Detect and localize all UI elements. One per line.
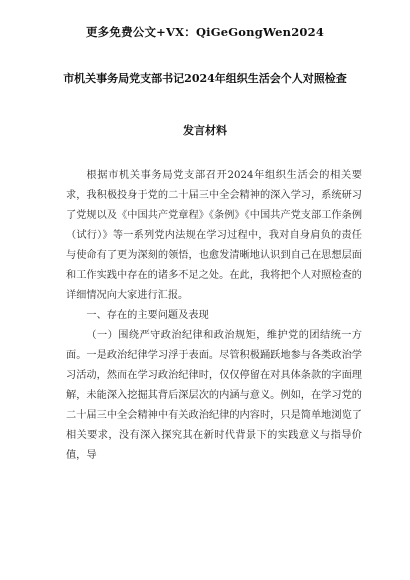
document-subtitle: 发言材料 — [183, 124, 227, 137]
document-title: 市机关事务局党支部书记2024年组织生活会个人对照检查 — [63, 72, 347, 85]
intro-paragraph: 根据市机关事务局党支部召开2024年组织生活会的相关要求，我积极投身于党的二十届三中全会精神的深入学习，系统研习了党规以及《中国共产党章程》《条例》《中国共产党支部工作条例（试行）》等一系列党内法规在学习过程中，我对自身肩负的责任与使命有了更为深刻的领悟，也愈发清晰地认识到自己在思想层面和工作实践中存在的诸多不足之处。在此，我将把个人对照检查的详细情况向大家进行汇报。 — [66, 170, 362, 301]
watermark-header: 更多免费公文+VX：QiGeGongWen2024 — [85, 25, 325, 39]
section-paragraph: （一）围绕严守政治纪律和政治规矩，维护党的团结统一方面。一是政治纪律学习浮于表面。尽管积极踊跃地参与各类政治学习活动，然而在学习政治纪律时，仅仅停留在对具体条款的字面理解，未能深入挖掘其背后深层次的内涵与意义。例如，在学习党的二十届三中全会精神中有关政治纪律的内容时，只是简单地浏览了相关要求，没有深入探究其在新时代背景下的实践意义与指导价值，导 — [66, 330, 362, 461]
document-body — [66, 166, 362, 466]
section-heading: 一、存在的主要问题及表现 — [86, 310, 209, 321]
